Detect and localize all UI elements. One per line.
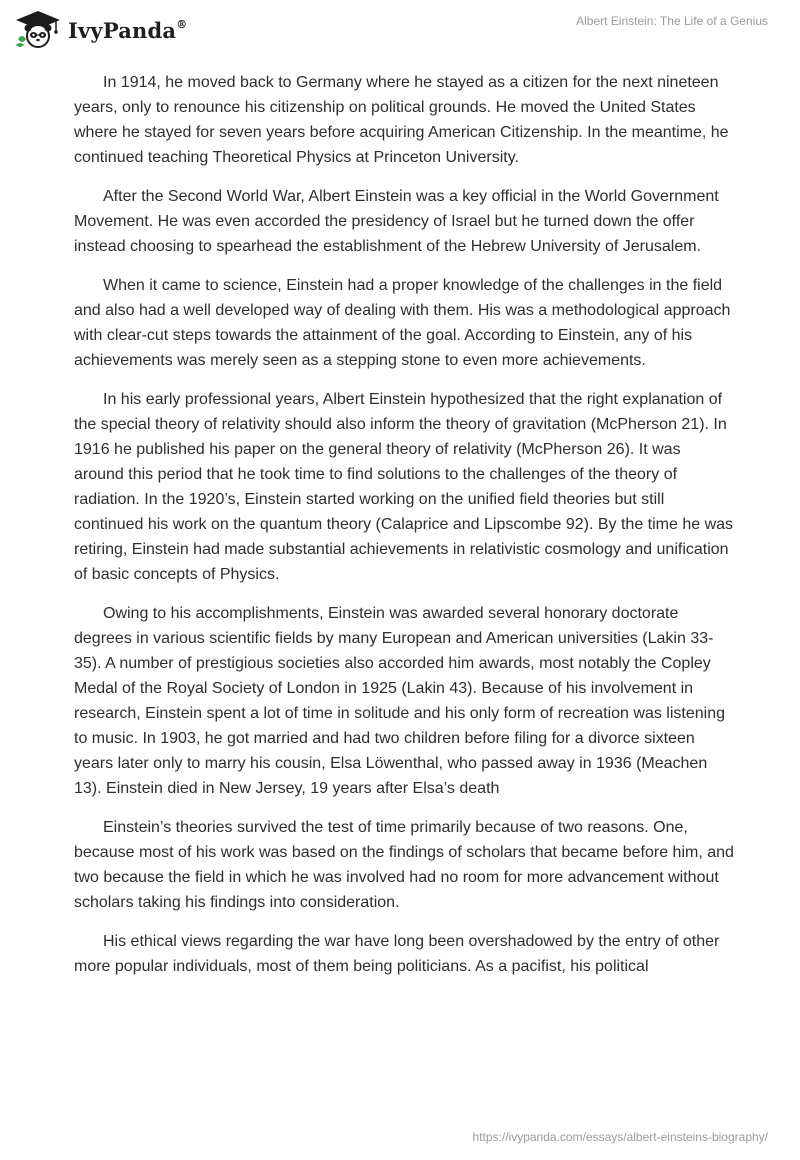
paragraph: His ethical views regarding the war have long been overshadowed by the entry of other more popular individuals, most of them being politicians. As a pacifist, his political [74,933,720,975]
paragraph: When it came to science, Einstein had a proper knowledge of the challenges in the field and also had a well developed way of dealing with them. His was a methodological approach with clear-cut steps towards the attainment of the goal. According to Einstein, any of his achievements was merely seen as a stepping stone to even more achievements. [74,277,731,369]
source-url[interactable]: https://ivypanda.com/essays/albert-einsteins-biography/ [472,1130,768,1144]
paragraph: After the Second World War, Albert Einstein was a key official in the World Government Movement. He was even accorded the presidency of Israel but he turned down the offer instead choosing to spearhead the establishment of the Hebrew University of Jerusalem. [74,188,719,255]
brand-logo[interactable] [14,9,187,49]
brand-name [68,18,187,43]
panda-graduation-cap-icon [14,9,62,49]
paragraph: Owing to his accomplishments, Einstein was awarded several honorary doctorate degrees in various scientific fields by many European and American universities (Lakin 33-35). A number of prestigious societies also accorded him awards, most notably the Copley Medal of the Royal Society of London in 1925 (Lakin 43). Because of his involvement in research, Einstein spent a lot of time in solitude and his only form of recreation was listening to music. In 1903, he got married and had two children before filing for a divorce sixteen years later only to marry his cousin, Elsa Löwenthal, who passed away in 1936 (Meachen 13). Einstein died in New Jersey, 19 years after Elsa’s death [74,605,725,797]
brand-name-text: IvyPanda [68,17,177,43]
paragraph: In 1914, he moved back to Germany where he stayed as a citizen for the next nineteen years, only to renounce his citizenship on political grounds. He moved the United States where he stayed for seven years before acquiring American Citizenship. In the meantime, he continued teaching Theoretical Physics at Princeton University. [74,74,729,166]
page-header [0,0,800,60]
paragraph: In his early professional years, Albert Einstein hypothesized that the right explanation of the special theory of relativity should also inform the theory of gravitation (McPherson 21). In 1916 he published his paper on the general theory of relativity (McPherson 26). It was around this period that he took time to find solutions to the challenges of the theory of radiation. In the 1920’s, Einstein started working on the unified field theories but still continued his work on the quantum theory (Calaprice and Lipscombe 92). By the time he was retiring, Einstein had made substantial achievements in relativistic cosmology and unification of basic concepts of Physics. [74,391,734,583]
essay-body [74,70,734,993]
paragraph: Einstein’s theories survived the test of time primarily because of two reasons. One, because most of his work was based on the findings of scholars that became before him, and two because the field in which he was involved had no room for more advancement without scholars taking his findings into consideration. [74,819,734,911]
document-title: Albert Einstein: The Life of a Genius [576,14,768,28]
brand-registered-mark: ® [176,17,188,31]
